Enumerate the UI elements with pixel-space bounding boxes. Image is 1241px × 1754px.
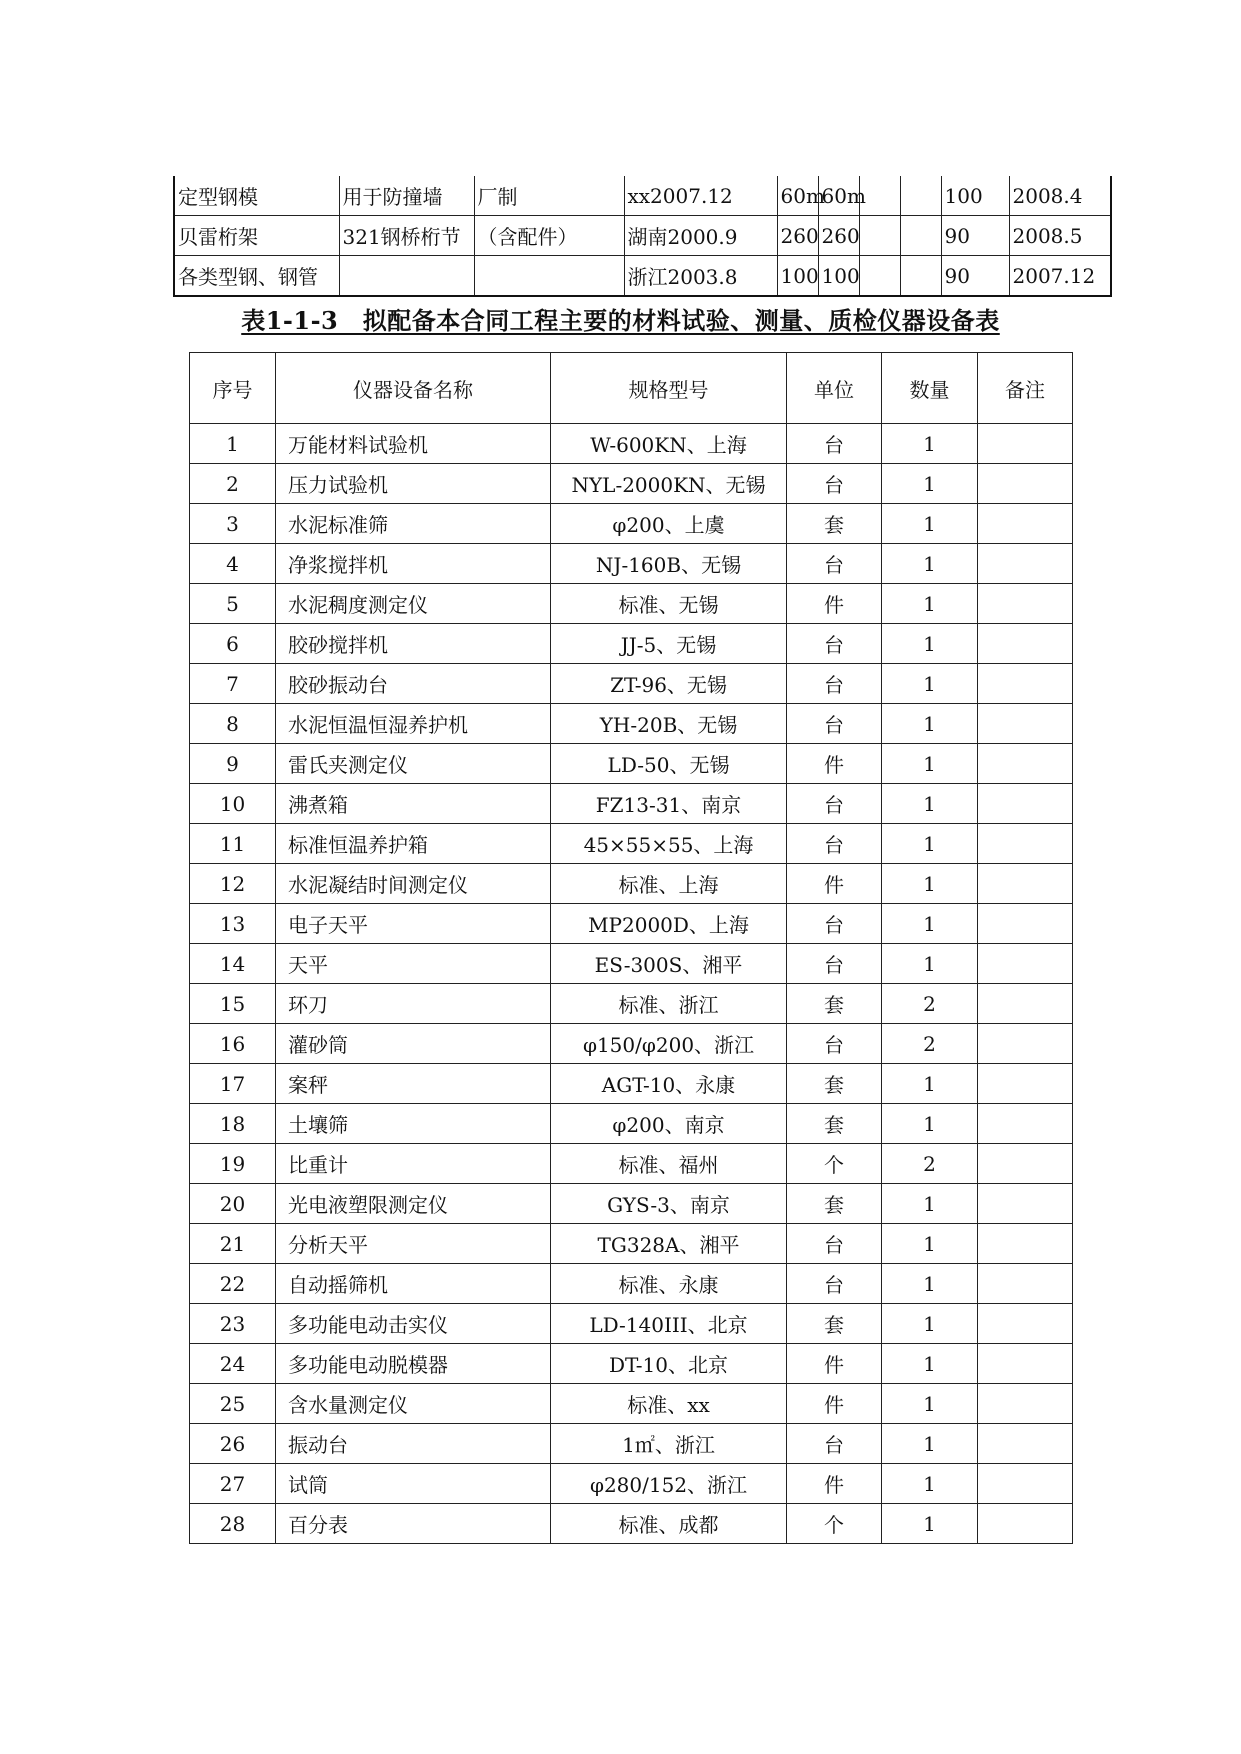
table-row: [174, 256, 1111, 297]
cell-remarks: [978, 904, 1073, 944]
cell-material-name: 定型钢模: [174, 176, 339, 216]
cell-name: 水泥稠度测定仪: [276, 584, 551, 624]
cell-model: φ280/152、浙江: [551, 1464, 787, 1504]
cell-model: 1㎡、浙江: [551, 1424, 787, 1464]
cell-quantity: 1: [882, 1424, 978, 1464]
cell-name: 案秤: [276, 1064, 551, 1104]
cell-unit: 台: [787, 1264, 882, 1304]
cell-remarks: [978, 584, 1073, 624]
cell-quantity: 1: [882, 1224, 978, 1264]
cell-name: 土壤筛: [276, 1104, 551, 1144]
cell-index: 22: [190, 1264, 276, 1304]
cell-remarks: [978, 624, 1073, 664]
cell-name: 标准恒温养护箱: [276, 824, 551, 864]
instrument-equipment-table: [189, 352, 1073, 1544]
cell-unit: 个: [787, 1144, 882, 1184]
table-row: [190, 984, 1073, 1024]
cell-usage: 321钢桥桁节: [339, 216, 474, 256]
cell-unit: 套: [787, 984, 882, 1024]
cell-rated-qty: 260: [777, 216, 818, 256]
cell-col-7: [859, 256, 900, 297]
cell-name: 胶砂振动台: [276, 664, 551, 704]
cell-name: 天平: [276, 944, 551, 984]
cell-name: 多功能电动击实仪: [276, 1304, 551, 1344]
cell-remarks: [978, 704, 1073, 744]
cell-index: 16: [190, 1024, 276, 1064]
cell-name: 电子天平: [276, 904, 551, 944]
cell-model: φ200、上虞: [551, 504, 787, 544]
cell-name: 沸煮箱: [276, 784, 551, 824]
table-row: [190, 1504, 1073, 1544]
cell-name: 胶砂搅拌机: [276, 624, 551, 664]
cell-remarks: [978, 1464, 1073, 1504]
cell-origin-date: 湖南2000.9: [624, 216, 777, 256]
cell-unit: 件: [787, 1384, 882, 1424]
cell-name: 光电液塑限测定仪: [276, 1184, 551, 1224]
cell-name: 水泥恒温恒湿养护机: [276, 704, 551, 744]
cell-model: LD-140III、北京: [551, 1304, 787, 1344]
cell-name: 百分表: [276, 1504, 551, 1544]
table-row: [190, 1024, 1073, 1064]
table-row: [190, 904, 1073, 944]
cell-model: AGT-10、永康: [551, 1064, 787, 1104]
cell-arrival-date: 2007.12: [1009, 256, 1111, 297]
cell-unit: 台: [787, 904, 882, 944]
table-row: [174, 176, 1111, 216]
cell-model: ZT-96、无锡: [551, 664, 787, 704]
cell-name: 水泥凝结时间测定仪: [276, 864, 551, 904]
cell-index: 7: [190, 664, 276, 704]
cell-name: 雷氏夹测定仪: [276, 744, 551, 784]
cell-unit: 台: [787, 784, 882, 824]
cell-manufacturer: [474, 256, 624, 297]
cell-unit: 台: [787, 944, 882, 984]
cell-quantity: 1: [882, 424, 978, 464]
cell-model: 45×55×55、上海: [551, 824, 787, 864]
cell-index: 13: [190, 904, 276, 944]
cell-model: φ150/φ200、浙江: [551, 1024, 787, 1064]
cell-quantity: 1: [882, 504, 978, 544]
cell-unit: 台: [787, 1424, 882, 1464]
header-model: 规格型号: [551, 353, 787, 424]
table-row: [190, 1184, 1073, 1224]
cell-quantity: 1: [882, 904, 978, 944]
table-row: [190, 1104, 1073, 1144]
cell-remarks: [978, 944, 1073, 984]
cell-quantity: 1: [882, 1184, 978, 1224]
table-title: 表1-1-3 拟配备本合同工程主要的材料试验、测量、质检仪器设备表: [241, 306, 1000, 335]
cell-manufacturer: （含配件）: [474, 216, 624, 256]
cell-unit: 台: [787, 1224, 882, 1264]
cell-index: 24: [190, 1344, 276, 1384]
cell-unit: 台: [787, 624, 882, 664]
cell-unit: 套: [787, 504, 882, 544]
cell-quantity: 1: [882, 744, 978, 784]
cell-unit: 台: [787, 1024, 882, 1064]
cell-model: 标准、xx: [551, 1384, 787, 1424]
header-quantity: 数量: [882, 353, 978, 424]
cell-remarks: [978, 424, 1073, 464]
cell-origin-date: 浙江2003.8: [624, 256, 777, 297]
cell-quantity: 2: [882, 984, 978, 1024]
cell-model: W-600KN、上海: [551, 424, 787, 464]
header-unit: 单位: [787, 353, 882, 424]
cell-quantity: 1: [882, 1344, 978, 1384]
cell-name: 自动摇筛机: [276, 1264, 551, 1304]
cell-index: 11: [190, 824, 276, 864]
cell-usage: 用于防撞墙: [339, 176, 474, 216]
header-index: 序号: [190, 353, 276, 424]
cell-model: 标准、福州: [551, 1144, 787, 1184]
cell-index: 3: [190, 504, 276, 544]
cell-name: 净浆搅拌机: [276, 544, 551, 584]
cell-quantity: 1: [882, 1464, 978, 1504]
cell-index: 14: [190, 944, 276, 984]
table-row: [190, 624, 1073, 664]
cell-index: 26: [190, 1424, 276, 1464]
cell-col-8: [900, 176, 941, 216]
cell-unit: 件: [787, 1464, 882, 1504]
cell-material-name: 各类型钢、钢管: [174, 256, 339, 297]
cell-unit: 套: [787, 1064, 882, 1104]
cell-index: 25: [190, 1384, 276, 1424]
cell-col-8: [900, 256, 941, 297]
cell-unit: 套: [787, 1104, 882, 1144]
cell-unit: 台: [787, 704, 882, 744]
cell-unit: 台: [787, 664, 882, 704]
cell-name: 分析天平: [276, 1224, 551, 1264]
cell-model: LD-50、无锡: [551, 744, 787, 784]
cell-model: φ200、南京: [551, 1104, 787, 1144]
cell-col-7: [859, 216, 900, 256]
cell-remarks: [978, 1344, 1073, 1384]
table-row: [190, 424, 1073, 464]
cell-remarks: [978, 984, 1073, 1024]
table-row: [190, 704, 1073, 744]
cell-index: 27: [190, 1464, 276, 1504]
cell-quantity: 1: [882, 824, 978, 864]
table-row: [190, 664, 1073, 704]
cell-quantity: 2: [882, 1024, 978, 1064]
cell-quantity: 1: [882, 1504, 978, 1544]
cell-index: 15: [190, 984, 276, 1024]
cell-quantity: 1: [882, 664, 978, 704]
cell-material-name: 贝雷桁架: [174, 216, 339, 256]
cell-index: 2: [190, 464, 276, 504]
cell-remarks: [978, 464, 1073, 504]
cell-remarks: [978, 1184, 1073, 1224]
cell-model: NJ-160B、无锡: [551, 544, 787, 584]
cell-index: 28: [190, 1504, 276, 1544]
cell-quantity: 1: [882, 1064, 978, 1104]
cell-index: 10: [190, 784, 276, 824]
cell-quantity: 1: [882, 864, 978, 904]
cell-remarks: [978, 1064, 1073, 1104]
cell-index: 12: [190, 864, 276, 904]
equipment-continuation-table: [173, 176, 1112, 297]
cell-index: 5: [190, 584, 276, 624]
cell-usage: [339, 256, 474, 297]
cell-model: 标准、永康: [551, 1264, 787, 1304]
cell-name: 比重计: [276, 1144, 551, 1184]
cell-remarks: [978, 784, 1073, 824]
cell-condition: 100: [941, 176, 1009, 216]
cell-quantity: 2: [882, 1144, 978, 1184]
table-row: [190, 1464, 1073, 1504]
table-row: [190, 824, 1073, 864]
cell-quantity: 1: [882, 784, 978, 824]
cell-model: GYS-3、南京: [551, 1184, 787, 1224]
cell-index: 19: [190, 1144, 276, 1184]
cell-name: 万能材料试验机: [276, 424, 551, 464]
cell-remarks: [978, 1264, 1073, 1304]
cell-model: ES-300S、湘平: [551, 944, 787, 984]
table-row: [190, 784, 1073, 824]
cell-index: 9: [190, 744, 276, 784]
table-row: [190, 744, 1073, 784]
cell-rated-qty: 60m: [777, 176, 818, 216]
cell-unit: 件: [787, 864, 882, 904]
cell-index: 4: [190, 544, 276, 584]
cell-name: 压力试验机: [276, 464, 551, 504]
cell-remarks: [978, 1504, 1073, 1544]
cell-remarks: [978, 664, 1073, 704]
header-row: [190, 353, 1073, 424]
cell-name: 多功能电动脱模器: [276, 1344, 551, 1384]
cell-name: 灌砂筒: [276, 1024, 551, 1064]
cell-unit: 件: [787, 1344, 882, 1384]
cell-quantity: 1: [882, 584, 978, 624]
cell-rated-qty: 100: [777, 256, 818, 297]
cell-manufacturer: 厂制: [474, 176, 624, 216]
cell-unit: 台: [787, 824, 882, 864]
table-row: [190, 1064, 1073, 1104]
table-row: [190, 944, 1073, 984]
cell-index: 6: [190, 624, 276, 664]
cell-index: 23: [190, 1304, 276, 1344]
cell-unit: 个: [787, 1504, 882, 1544]
cell-remarks: [978, 744, 1073, 784]
cell-remarks: [978, 1384, 1073, 1424]
table-row: [190, 864, 1073, 904]
cell-remarks: [978, 504, 1073, 544]
cell-quantity: 1: [882, 624, 978, 664]
cell-available-qty: 100: [818, 256, 859, 297]
cell-remarks: [978, 1424, 1073, 1464]
cell-model: YH-20B、无锡: [551, 704, 787, 744]
cell-index: 8: [190, 704, 276, 744]
cell-available-qty: 60m: [818, 176, 859, 216]
header-name: 仪器设备名称: [276, 353, 551, 424]
cell-name: 水泥标准筛: [276, 504, 551, 544]
cell-index: 21: [190, 1224, 276, 1264]
table-row: [190, 1304, 1073, 1344]
cell-unit: 件: [787, 744, 882, 784]
cell-name: 环刀: [276, 984, 551, 1024]
cell-col-8: [900, 216, 941, 256]
cell-remarks: [978, 864, 1073, 904]
table-row: [190, 1384, 1073, 1424]
cell-model: 标准、浙江: [551, 984, 787, 1024]
cell-remarks: [978, 1024, 1073, 1064]
cell-quantity: 1: [882, 1304, 978, 1344]
cell-index: 1: [190, 424, 276, 464]
table-row: [174, 216, 1111, 256]
cell-model: JJ-5、无锡: [551, 624, 787, 664]
cell-arrival-date: 2008.4: [1009, 176, 1111, 216]
table-row: [190, 1424, 1073, 1464]
cell-unit: 套: [787, 1304, 882, 1344]
table-row: [190, 1344, 1073, 1384]
cell-remarks: [978, 1224, 1073, 1264]
cell-remarks: [978, 544, 1073, 584]
table-row: [190, 1224, 1073, 1264]
cell-model: MP2000D、上海: [551, 904, 787, 944]
cell-unit: 台: [787, 464, 882, 504]
cell-quantity: 1: [882, 944, 978, 984]
cell-condition: 90: [941, 216, 1009, 256]
cell-remarks: [978, 1304, 1073, 1344]
cell-unit: 件: [787, 584, 882, 624]
cell-model: FZ13-31、南京: [551, 784, 787, 824]
cell-remarks: [978, 1104, 1073, 1144]
cell-model: 标准、成都: [551, 1504, 787, 1544]
cell-condition: 90: [941, 256, 1009, 297]
cell-index: 18: [190, 1104, 276, 1144]
cell-quantity: 1: [882, 1264, 978, 1304]
cell-name: 含水量测定仪: [276, 1384, 551, 1424]
table-row: [190, 544, 1073, 584]
cell-quantity: 1: [882, 704, 978, 744]
cell-name: 试筒: [276, 1464, 551, 1504]
table-row: [190, 464, 1073, 504]
cell-model: TG328A、湘平: [551, 1224, 787, 1264]
cell-quantity: 1: [882, 1104, 978, 1144]
cell-name: 振动台: [276, 1424, 551, 1464]
cell-quantity: 1: [882, 544, 978, 584]
cell-quantity: 1: [882, 1384, 978, 1424]
table-row: [190, 504, 1073, 544]
table-row: [190, 1144, 1073, 1184]
cell-unit: 套: [787, 1184, 882, 1224]
cell-available-qty: 260: [818, 216, 859, 256]
cell-origin-date: xx2007.12: [624, 176, 777, 216]
cell-unit: 台: [787, 544, 882, 584]
cell-model: NYL-2000KN、无锡: [551, 464, 787, 504]
table-row: [190, 1264, 1073, 1304]
cell-index: 17: [190, 1064, 276, 1104]
cell-model: DT-10、北京: [551, 1344, 787, 1384]
cell-model: 标准、无锡: [551, 584, 787, 624]
cell-arrival-date: 2008.5: [1009, 216, 1111, 256]
cell-remarks: [978, 824, 1073, 864]
cell-quantity: 1: [882, 464, 978, 504]
cell-index: 20: [190, 1184, 276, 1224]
cell-unit: 台: [787, 424, 882, 464]
cell-model: 标准、上海: [551, 864, 787, 904]
cell-remarks: [978, 1144, 1073, 1184]
table-row: [190, 584, 1073, 624]
header-remarks: 备注: [978, 353, 1073, 424]
